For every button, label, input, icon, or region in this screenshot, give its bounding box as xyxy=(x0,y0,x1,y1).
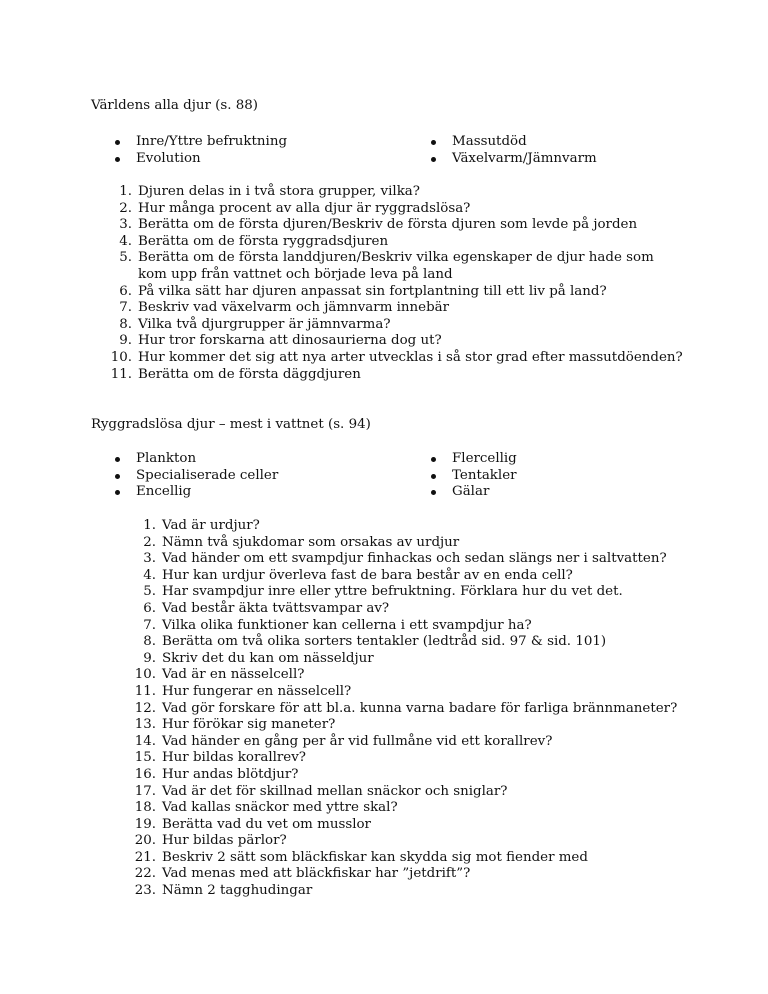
keyword-item: Plankton xyxy=(112,451,278,468)
question-text: Hur många procent av alla djur är ryggradslösa? xyxy=(138,200,471,216)
question-text: Vilka två djurgrupper är jämnvarma? xyxy=(138,316,391,332)
question-number: 9. xyxy=(143,650,156,666)
keyword-item: Specialiserade celler xyxy=(112,468,278,485)
keyword-list-left xyxy=(112,134,287,167)
question-item xyxy=(91,618,691,635)
question-list xyxy=(91,518,691,900)
question-number: 5. xyxy=(143,584,156,600)
question-number: 4. xyxy=(143,567,156,583)
question-text: Vad består äkta tvättsvampar av? xyxy=(162,600,390,616)
question-number: 23. xyxy=(134,883,156,899)
question-number: 15. xyxy=(134,750,156,766)
question-number: 8. xyxy=(143,634,156,650)
question-number: 3. xyxy=(143,551,156,567)
question-item xyxy=(91,333,691,350)
question-number: 7. xyxy=(119,300,132,316)
question-item xyxy=(91,317,691,334)
question-item xyxy=(91,784,691,801)
question-number: 21. xyxy=(134,849,156,865)
keyword-item: Gälar xyxy=(428,484,517,501)
question-item xyxy=(91,734,691,751)
question-number: 1. xyxy=(143,518,156,533)
keyword-item: Flercellig xyxy=(428,451,517,468)
question-text: Hur andas blötdjur? xyxy=(162,766,299,782)
question-item xyxy=(91,634,691,651)
question-item xyxy=(91,850,691,867)
keyword-item: Tentakler xyxy=(428,468,517,485)
question-item xyxy=(91,601,691,618)
question-item xyxy=(91,883,691,900)
question-text: Vad kallas snäckor med yttre skal? xyxy=(162,800,398,816)
question-number: 18. xyxy=(134,800,156,816)
question-item xyxy=(91,367,691,384)
question-number: 19. xyxy=(134,816,156,832)
question-item xyxy=(91,300,691,317)
question-number: 8. xyxy=(119,316,132,332)
question-number: 5. xyxy=(119,250,132,266)
question-item xyxy=(91,568,691,585)
question-number: 22. xyxy=(134,866,156,882)
question-item xyxy=(91,684,691,701)
question-item xyxy=(91,284,691,301)
question-text: Djuren delas in i två stora grupper, vilka? xyxy=(138,184,420,199)
question-text: Hur kommer det sig att nya arter utvecklas i så stor grad efter massutdöenden? xyxy=(138,349,683,365)
question-item xyxy=(91,817,691,834)
question-text: Hur kan urdjur överleva fast de bara består av en enda cell? xyxy=(162,567,573,583)
question-text: Skriv det du kan om nässeldjur xyxy=(162,650,374,666)
question-item xyxy=(91,800,691,817)
question-text: Nämn två sjukdomar som orsakas av urdjur xyxy=(162,534,460,550)
question-text: Berätta om de första däggdjuren xyxy=(138,366,361,382)
question-item xyxy=(91,551,691,568)
question-item xyxy=(91,201,691,218)
question-item xyxy=(91,667,691,684)
question-item xyxy=(91,866,691,883)
question-item xyxy=(91,250,691,283)
keyword-item: Växelvarm/Jämnvarm xyxy=(428,151,597,168)
question-number: 11. xyxy=(110,366,132,382)
question-item xyxy=(91,651,691,668)
question-text: Hur bildas korallrev? xyxy=(162,750,306,766)
question-text: Nämn 2 tagghudingar xyxy=(162,883,313,899)
question-text: Vad händer om ett svampdjur finhackas och sedan slängs ner i saltvatten? xyxy=(162,551,667,567)
question-item xyxy=(91,701,691,718)
question-number: 2. xyxy=(143,534,156,550)
question-item xyxy=(91,767,691,784)
question-text: Vad händer en gång per år vid fullmåne vid ett korallrev? xyxy=(162,733,553,749)
question-text: Har svampdjur inre eller yttre befruktning. Förklara hur du vet det. xyxy=(162,584,623,600)
question-item xyxy=(91,535,691,552)
question-item xyxy=(91,833,691,850)
question-text: Hur förökar sig maneter? xyxy=(162,717,336,733)
question-number: 16. xyxy=(134,766,156,782)
question-number: 20. xyxy=(134,833,156,849)
question-item xyxy=(91,584,691,601)
question-number: 13. xyxy=(134,717,156,733)
question-text: Beskriv vad växelvarm och jämnvarm innebär xyxy=(138,300,450,316)
question-text: Vad är en nässelcell? xyxy=(162,667,305,683)
question-item xyxy=(91,750,691,767)
keyword-list-right xyxy=(428,134,597,167)
question-number: 6. xyxy=(143,600,156,616)
question-number: 10. xyxy=(134,667,156,683)
question-number: 1. xyxy=(119,184,132,199)
question-number: 4. xyxy=(119,233,132,249)
question-item xyxy=(91,184,691,201)
question-number: 9. xyxy=(119,333,132,349)
question-text: Vad är urdjur? xyxy=(162,518,260,533)
question-number: 14. xyxy=(134,733,156,749)
question-number: 17. xyxy=(134,783,156,799)
question-number: 2. xyxy=(119,200,132,216)
question-text: Vad menas med att bläckfiskar har ”jetdrift”? xyxy=(162,866,471,882)
question-text: Hur bildas pärlor? xyxy=(162,833,287,849)
question-list xyxy=(91,184,691,383)
question-text: Berätta vad du vet om musslor xyxy=(162,816,371,832)
question-text: Berätta om de första ryggradsdjuren xyxy=(138,233,389,249)
question-item xyxy=(91,717,691,734)
question-text: Vilka olika funktioner kan cellerna i ett svampdjur ha? xyxy=(162,617,532,633)
question-item xyxy=(91,234,691,251)
question-number: 12. xyxy=(134,700,156,716)
section-title: Ryggradslösa djur – mest i vattnet (s. 94) xyxy=(91,417,371,432)
question-text: Beskriv 2 sätt som bläckfiskar kan skydda sig mot fiender med xyxy=(162,849,588,865)
question-item xyxy=(91,350,691,367)
question-number: 10. xyxy=(110,349,132,365)
question-text: Hur fungerar en nässelcell? xyxy=(162,683,352,699)
question-text: Vad gör forskare för att bl.a. kunna varna badare för farliga brännmaneter? xyxy=(162,700,678,716)
question-text: På vilka sätt har djuren anpassat sin fortplantning till ett liv på land? xyxy=(138,283,607,299)
question-item xyxy=(91,518,691,535)
question-number: 7. xyxy=(143,617,156,633)
question-text: Berätta om de första djuren/Beskriv de första djuren som levde på jorden xyxy=(138,217,638,233)
question-item xyxy=(91,217,691,234)
question-number: 6. xyxy=(119,283,132,299)
question-text: Berätta om de första landdjuren/Beskriv vilka egenskaper de djur hade som kom upp från vattnet och började leva på land xyxy=(138,250,654,282)
question-text: Hur tror forskarna att dinosaurierna dog ut? xyxy=(138,333,442,349)
question-number: 11. xyxy=(134,683,156,699)
question-number: 3. xyxy=(119,217,132,233)
keyword-item: Encellig xyxy=(112,484,278,501)
keyword-item: Massutdöd xyxy=(428,134,597,151)
question-text: Vad är det för skillnad mellan snäckor och sniglar? xyxy=(162,783,508,799)
keyword-list-right xyxy=(428,451,517,501)
section-title: Världens alla djur (s. 88) xyxy=(91,98,259,113)
keyword-list-left xyxy=(112,451,278,501)
keyword-item: Inre/Yttre befruktning xyxy=(112,134,287,151)
question-text: Berätta om två olika sorters tentakler (ledtråd sid. 97 & sid. 101) xyxy=(162,634,607,650)
keyword-item: Evolution xyxy=(112,151,287,168)
